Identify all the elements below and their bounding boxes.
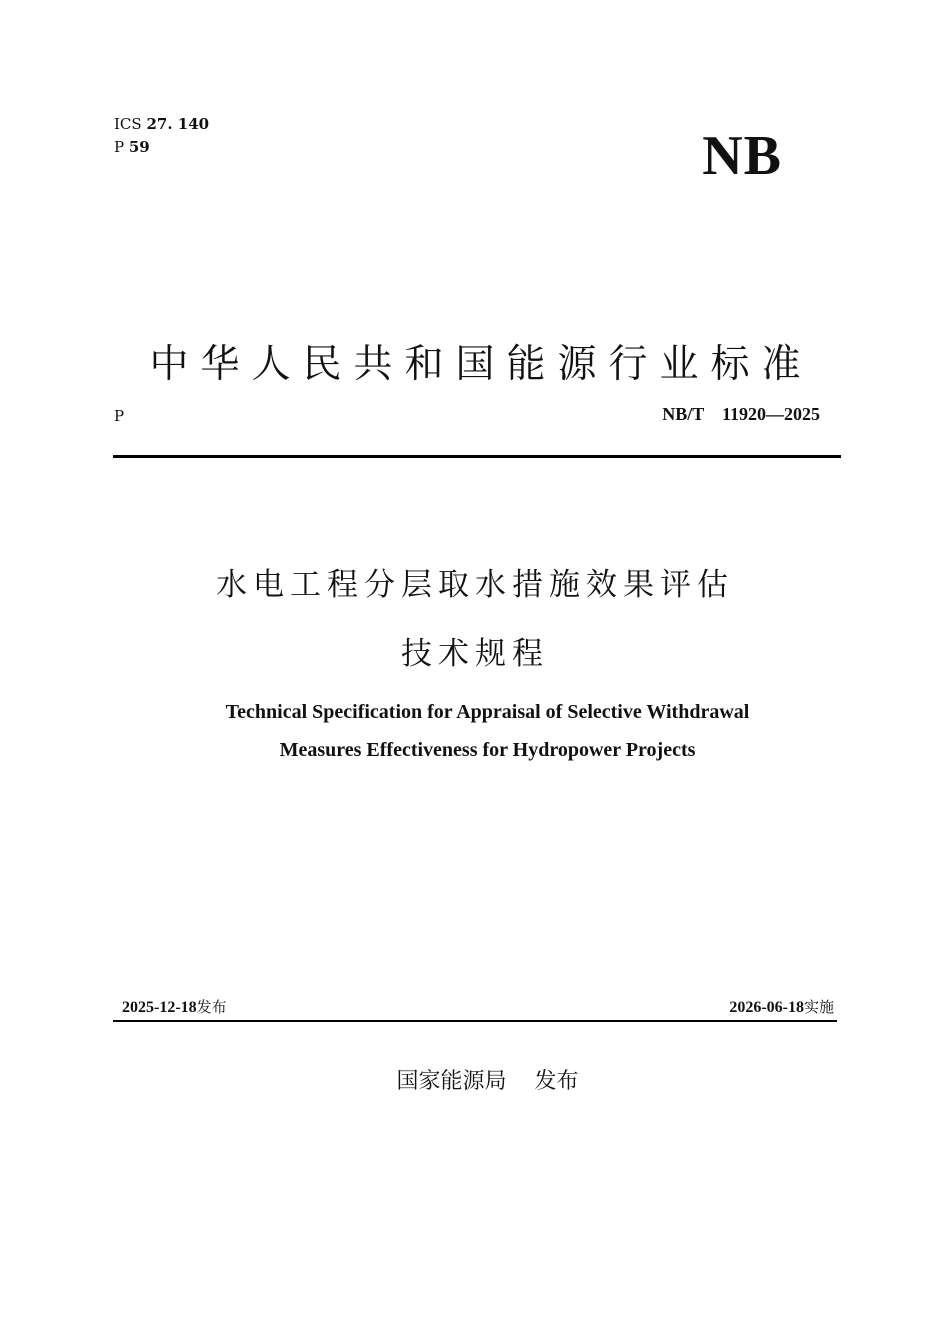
issue-date [122, 997, 227, 1018]
ccs-prefix: P [114, 138, 125, 156]
ics-code [114, 115, 209, 133]
ics-number: 27. 140 [146, 115, 210, 133]
ccs-code [114, 138, 150, 156]
implementation-date-label: 实施 [803, 998, 834, 1016]
nb-logo-mark: NB [702, 125, 782, 187]
ccs-number: 59 [128, 138, 150, 156]
issue-date-label: 发布 [196, 998, 227, 1016]
document-title-cn-line1: 水电工程分层取水措施效果评估 [216, 567, 734, 603]
standard-title: 中华人民共和国能源行业标准 [149, 342, 813, 387]
standard-number: NB/T 11920—2025 [662, 404, 820, 424]
document-title-cn-line2: 技术规程 [401, 636, 549, 672]
implementation-date-value: 2026-06-18 [729, 999, 804, 1016]
document-title-en-line1: Technical Specification for Appraisal of Selective Withdrawal [225, 701, 750, 723]
publisher: 国家能源局 发布 [396, 1069, 579, 1094]
ics-prefix: ICS [114, 115, 142, 133]
top-divider [113, 455, 841, 458]
implementation-date [729, 997, 834, 1018]
bottom-divider [113, 1020, 837, 1022]
document-title-en-line2: Measures Effectiveness for Hydropower Projects [279, 739, 696, 761]
category-letter: P [114, 407, 125, 425]
issue-date-value: 2025-12-18 [122, 999, 197, 1016]
